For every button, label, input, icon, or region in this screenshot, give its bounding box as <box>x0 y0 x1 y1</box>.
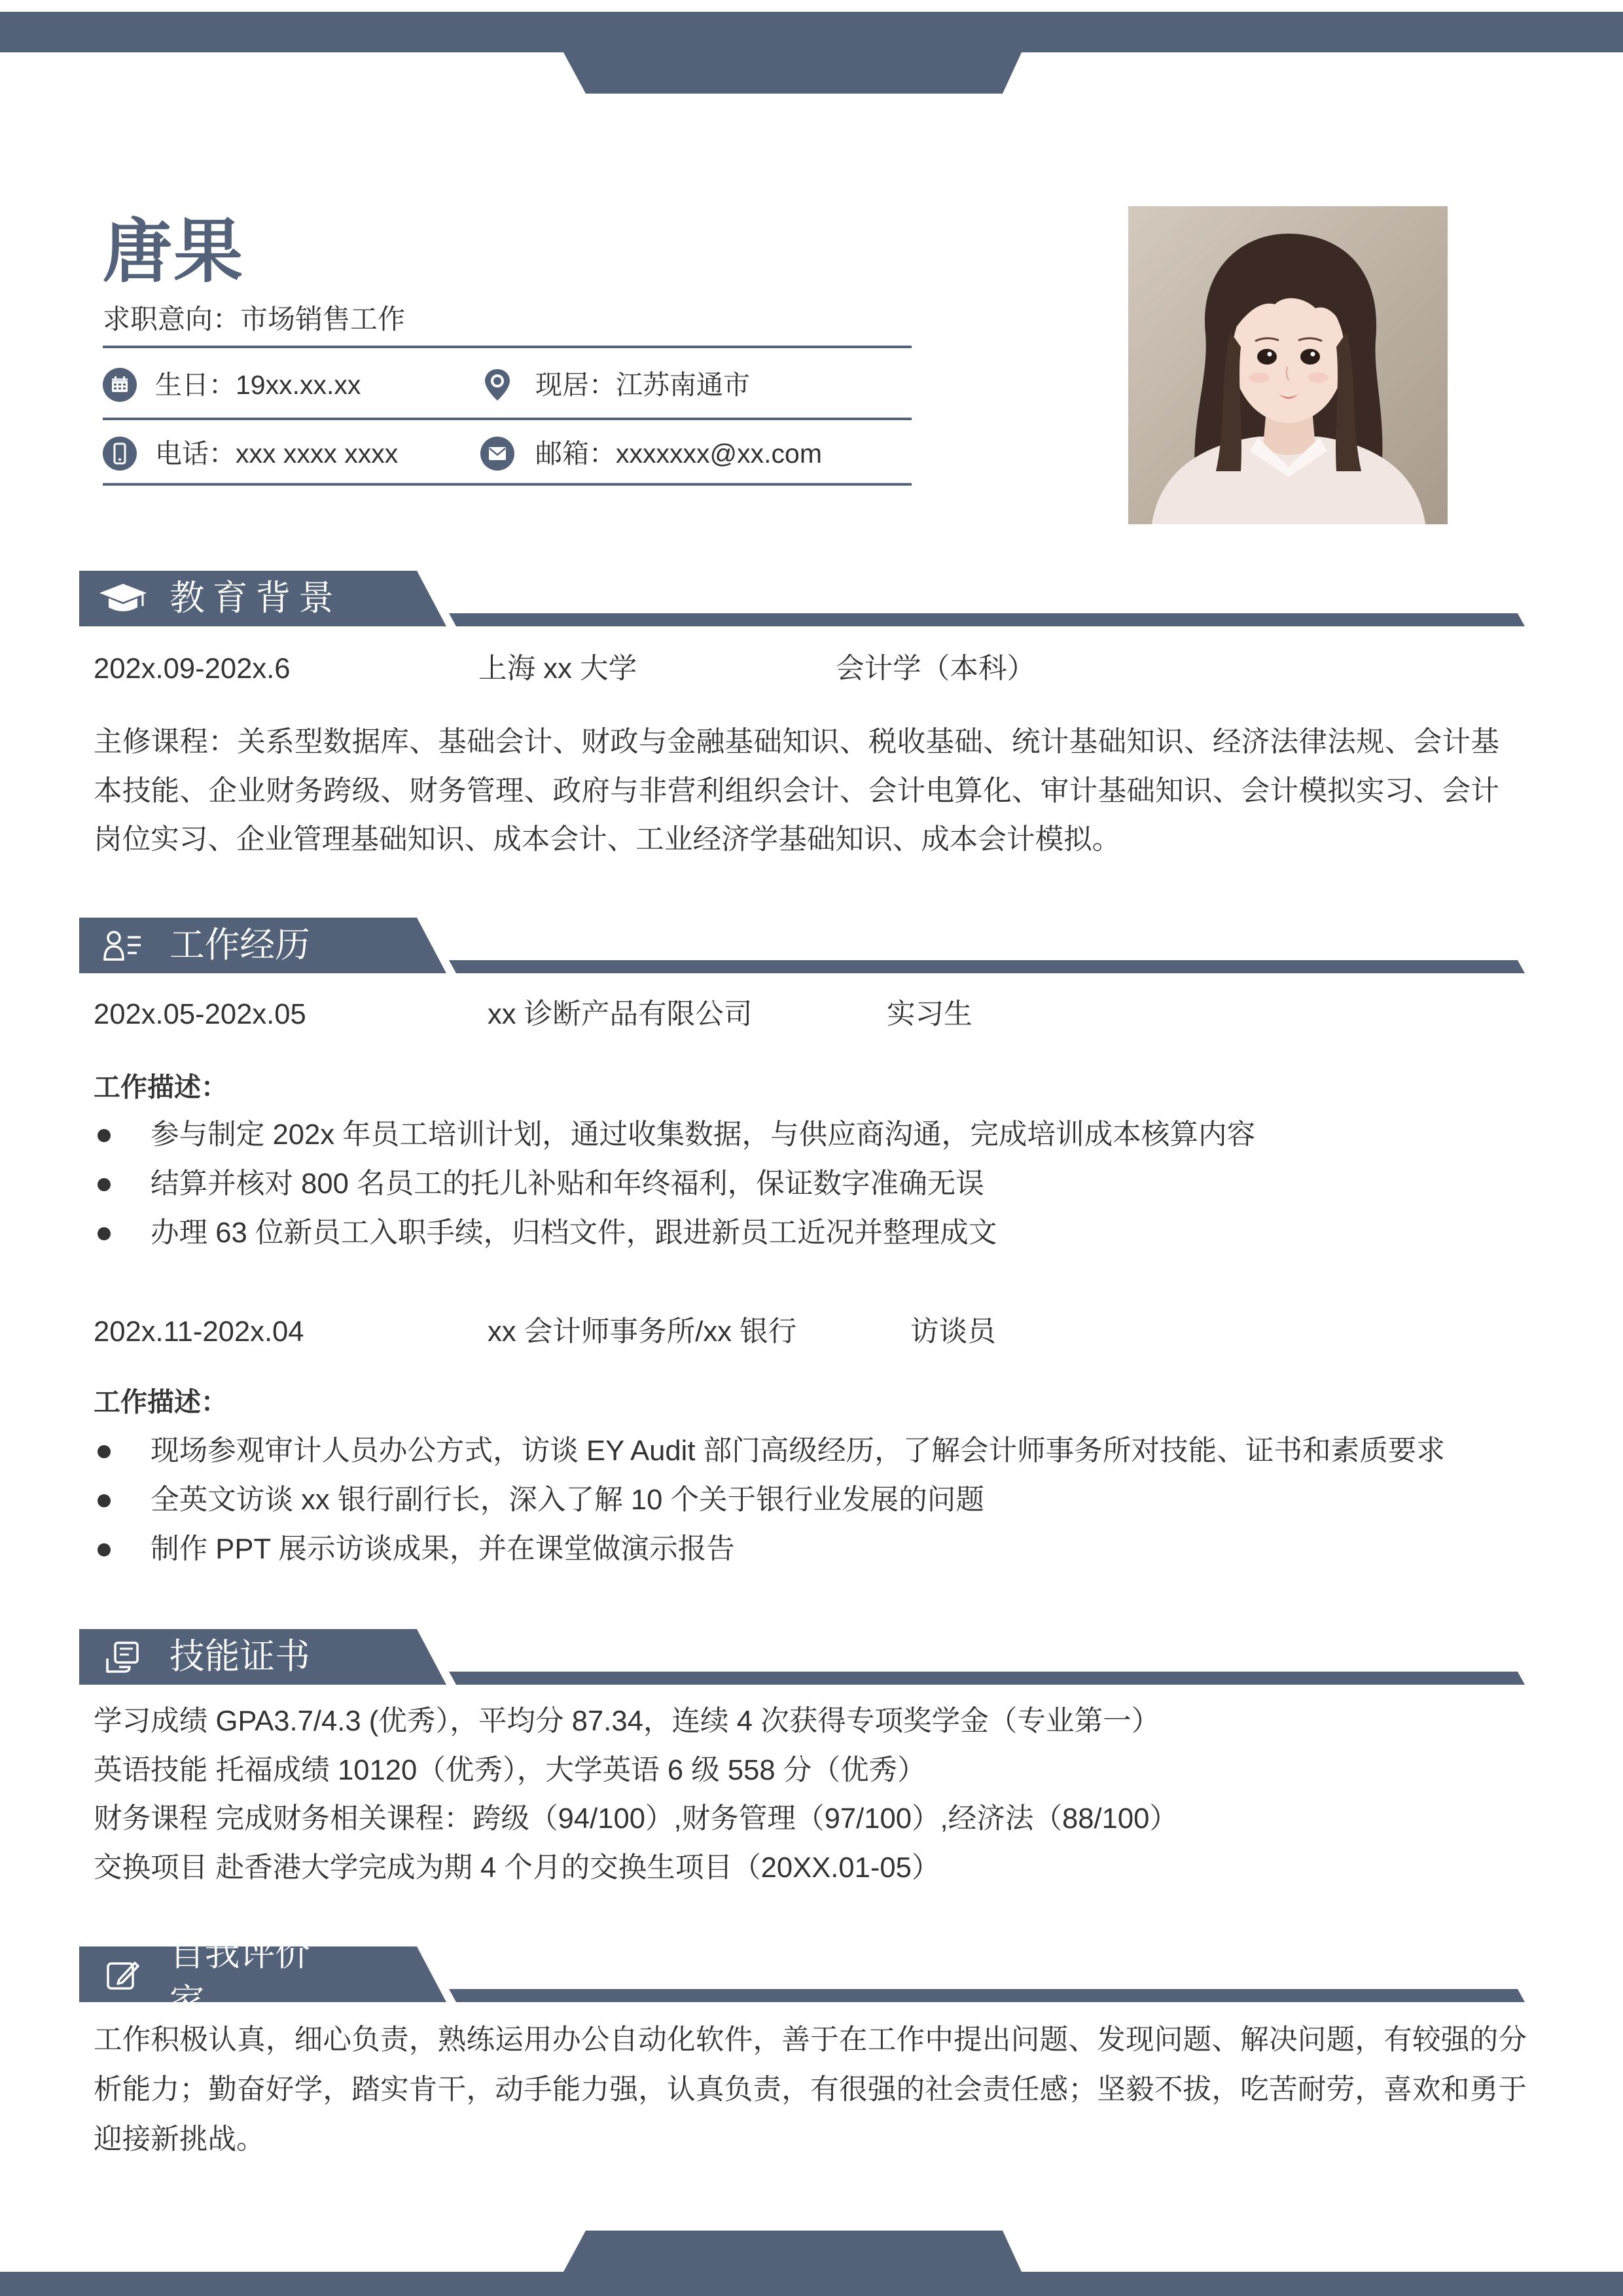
bullet-text: 结算并核对 800 名员工的托儿补贴和年终福利，保证数字准确无误 <box>151 1168 984 1200</box>
list-item <box>94 1427 1533 1476</box>
bullet-text: 参与制定 202x 年员工培训计划，通过收集数据，与供应商沟通，完成培训成本核算内容 <box>151 1119 1256 1151</box>
job-2-company: xx 会计师事务所/xx 银行 <box>488 1316 797 1348</box>
bullet-text: 制作 PPT 展示访谈成果，并在课堂做演示报告 <box>151 1534 735 1565</box>
job-1-bullet-list <box>94 1111 1533 1258</box>
profile-photo <box>1128 206 1448 524</box>
education-school: 上海 xx 大学 <box>478 653 637 685</box>
bottom-trapezoid <box>563 2231 1022 2272</box>
residence-text: 现居：江苏南通市 <box>535 370 750 400</box>
bullet-dot <box>98 1543 111 1556</box>
birthday-text: 生日：19xx.xx.xx <box>155 370 361 400</box>
education-period: 202x.09-202x.6 <box>94 653 291 685</box>
skill-line: 学习成绩 GPA3.7/4.3 (优秀），平均分 87.34，连续 4 次获得专项奖学金（专业第一） <box>94 1706 1160 1737</box>
bullet-dot <box>98 1178 111 1191</box>
bullet-text: 现场参观审计人员办公方式，访谈 EY Audit 部门高级经历，了解会计师事务所对技能、证书和素质要求 <box>151 1435 1445 1467</box>
education-divider-bar <box>449 613 1525 626</box>
education-degree: 会计学（本科） <box>836 653 1036 685</box>
top-band <box>0 12 1623 52</box>
job-1-role: 实习生 <box>887 999 972 1030</box>
list-item <box>94 1160 1533 1209</box>
contact-rule-2 <box>103 483 912 486</box>
skills-title: 技能证书 <box>169 1637 310 1676</box>
contact-rule-1 <box>103 418 912 420</box>
job-2-period: 202x.11-202x.04 <box>94 1316 304 1348</box>
bullet-text: 全英文访谈 xx 银行副行长，深入了解 10 个关于银行业发展的问题 <box>151 1484 984 1516</box>
self-evaluation-title-overflow: 家 <box>169 1982 205 2022</box>
self-evaluation-divider-bar <box>449 1989 1525 2002</box>
bullet-dot <box>98 1494 111 1507</box>
work-title: 工作经历 <box>169 925 310 965</box>
header-rule <box>103 346 912 348</box>
job-objective: 求职意向：市场销售工作 <box>103 304 406 334</box>
self-evaluation-text: 工作积极认真，细心负责，熟练运用办公自动化软件，善于在工作中提出问题、发现问题、解决问题，有较强的分析能力；勤奋好学，踏实肯干，动手能力强，认真负责，有很强的社会责任感；坚毅不拔，吃苦耐劳，喜欢和勇于迎接新挑战。 <box>94 2024 1527 2155</box>
education-courses: 主修课程：关系型数据库、基础会计、财政与金融基础知识、税收基础、统计基础知识、经济法律法规、会计基本技能、企业财务跨级、财务管理、政府与非营利组织会计、会计电算化、审计基础知识、会计模拟实习、会计岗位实习、企业管理基础知识、成本会计、工业经济学基础知识、成本会计模拟。 <box>94 726 1499 855</box>
job-1-description-label: 工作描述： <box>94 1072 228 1102</box>
skill-line: 英语技能 托福成绩 10120（优秀），大学英语 6 级 558 分（优秀） <box>94 1754 926 1786</box>
bullet-dot <box>98 1445 111 1458</box>
self-evaluation-title-line: 自我评价 <box>169 1934 310 1973</box>
phone-text: 电话：xxx xxxx xxxx <box>155 439 399 469</box>
list-item <box>94 1476 1533 1525</box>
email-text: 邮箱：xxxxxxx@xx.com <box>535 439 822 469</box>
bullet-text: 办理 63 位新员工入职手续，归档文件，跟进新员工近况并整理成文 <box>151 1217 997 1249</box>
list-item <box>94 1111 1533 1160</box>
bullet-dot <box>98 1129 111 1142</box>
skill-line: 交换项目 赴香港大学完成为期 4 个月的交换生项目（20XX.01-05） <box>94 1852 940 1884</box>
job-1-period: 202x.05-202x.05 <box>94 999 306 1030</box>
location-pin-icon <box>480 368 514 402</box>
certificate-icon <box>105 1639 141 1676</box>
skills-list <box>94 1697 1178 1892</box>
bullet-dot <box>98 1227 111 1240</box>
graduation-cap-icon <box>98 581 148 615</box>
person-list-icon <box>103 929 143 962</box>
skills-divider-bar <box>449 1672 1525 1685</box>
job-2-description-label: 工作描述： <box>94 1387 228 1417</box>
education-title: 教育背景 <box>169 579 342 618</box>
calendar-icon <box>103 368 137 402</box>
job-2-role: 访谈员 <box>910 1316 996 1348</box>
candidate-name: 唐果 <box>103 213 244 291</box>
self-evaluation-title <box>169 1929 310 2026</box>
skill-line: 财务课程 完成财务相关课程：跨级（94/100）,财务管理（97/100）,经济法（88/100） <box>94 1803 1178 1835</box>
bottom-band <box>0 2272 1623 2296</box>
mail-icon <box>480 437 514 471</box>
job-2-bullet-list <box>94 1427 1533 1574</box>
list-item <box>94 1525 1533 1574</box>
edit-icon <box>105 1956 141 1993</box>
job-1-company: xx 诊断产品有限公司 <box>488 999 753 1030</box>
list-item <box>94 1209 1533 1258</box>
phone-icon <box>103 437 137 471</box>
work-divider-bar <box>449 960 1525 973</box>
top-trapezoid <box>563 52 1022 94</box>
